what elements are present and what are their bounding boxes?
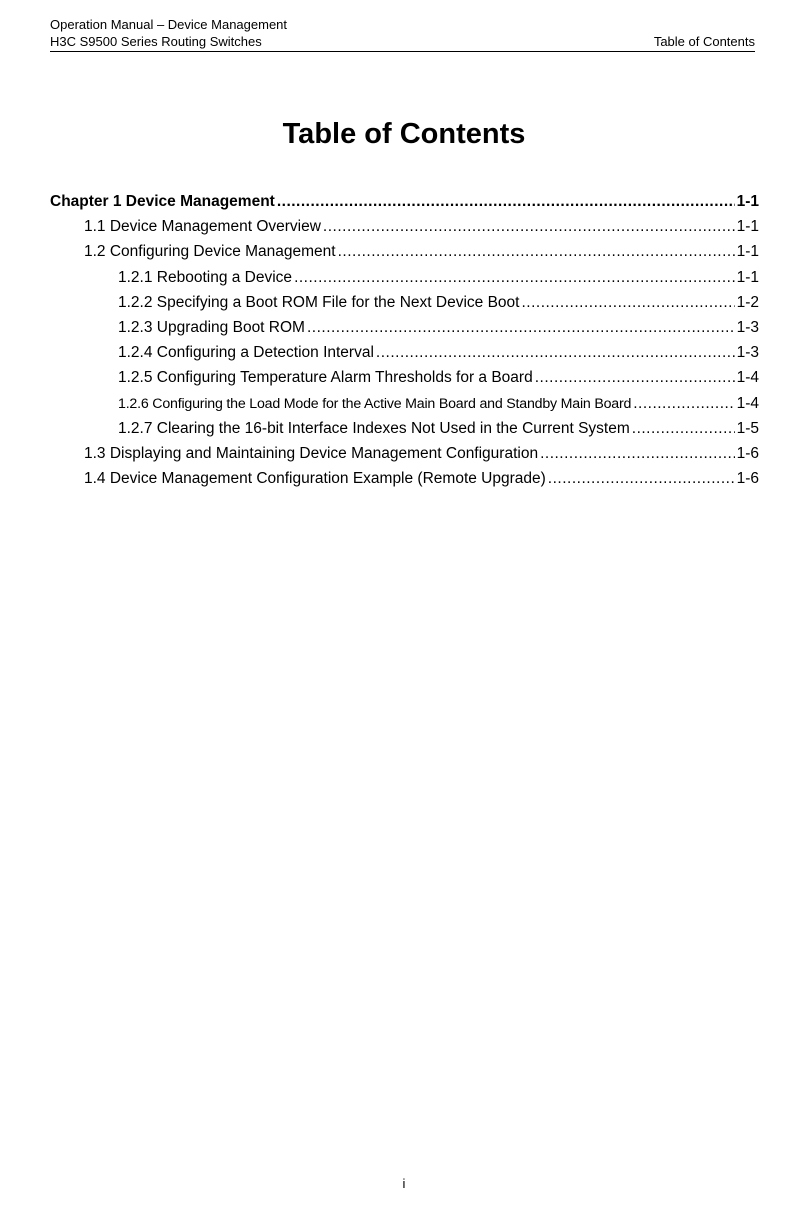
- toc-entry-text: 1.2.2 Specifying a Boot ROM File for the Next Device Boot: [118, 293, 520, 311]
- toc-dot-leader: [548, 466, 735, 491]
- toc-entry-text: 1.2.4 Configuring a Detection Interval: [118, 344, 374, 362]
- toc-entry-chapter-1[interactable]: [50, 189, 759, 214]
- header-section-name: Table of Contents: [653, 34, 755, 49]
- toc-entry-text: 1.2.3 Upgrading Boot ROM: [118, 318, 305, 336]
- toc-dot-leader: [521, 290, 734, 315]
- toc-entry-text: 1.2.7 Clearing the 16-bit Interface Indexes Not Used in the Current System: [118, 419, 630, 437]
- toc-entry-1-2-3[interactable]: [50, 315, 759, 340]
- toc-page-number: 1-3: [736, 344, 759, 362]
- toc-page-number: 1-1: [736, 193, 759, 210]
- page-title: Table of Contents: [282, 118, 526, 150]
- toc-page-number: 1-3: [736, 318, 759, 336]
- toc-dot-leader: [540, 441, 735, 466]
- toc-dot-leader: [376, 340, 735, 365]
- toc-page-number: 1-6: [736, 444, 759, 462]
- toc-dot-leader: [277, 189, 735, 214]
- toc-page-number: 1-1: [736, 268, 759, 286]
- toc-entry-text: 1.2.6 Configuring the Load Mode for the Active Main Board and Standby Main Board: [118, 395, 632, 412]
- toc-entry-1-2-6[interactable]: [50, 391, 759, 416]
- toc-page-number: 1-4: [736, 394, 759, 412]
- toc-entry-text: 1.2 Configuring Device Management: [84, 243, 336, 261]
- footer-page-number: i: [402, 1176, 406, 1191]
- toc-entry-1-4[interactable]: [50, 466, 759, 491]
- toc-entry-1-2-2[interactable]: [50, 290, 759, 315]
- toc-entry-text: 1.4 Device Management Configuration Example (Remote Upgrade): [84, 470, 546, 488]
- toc-entry-1-2-7[interactable]: [50, 416, 759, 441]
- page-header: [50, 17, 755, 52]
- toc-dot-leader: [633, 391, 734, 416]
- toc-dot-leader: [535, 365, 735, 390]
- table-of-contents: [50, 189, 759, 491]
- toc-entry-1-1[interactable]: [50, 214, 759, 239]
- toc-entry-text: 1.3 Displaying and Maintaining Device Management Configuration: [84, 444, 539, 462]
- toc-dot-leader: [632, 416, 735, 441]
- toc-entry-1-2-4[interactable]: [50, 340, 759, 365]
- header-product-name: H3C S9500 Series Routing Switches: [50, 34, 262, 49]
- toc-page-number: 1-6: [736, 470, 759, 488]
- toc-dot-leader: [338, 239, 735, 264]
- toc-page-number: 1-1: [736, 243, 759, 261]
- toc-page-number: 1-1: [736, 218, 759, 236]
- toc-entry-text: 1.1 Device Management Overview: [84, 218, 321, 236]
- toc-entry-text: 1.2.1 Rebooting a Device: [118, 268, 293, 286]
- toc-dot-leader: [323, 214, 735, 239]
- toc-entry-text: 1.2.5 Configuring Temperature Alarm Thresholds for a Board: [118, 369, 533, 387]
- toc-entry-text: Chapter 1 Device Management: [50, 193, 275, 210]
- header-manual-title: Operation Manual – Device Management: [50, 17, 288, 32]
- toc-page-number: 1-2: [736, 293, 759, 311]
- toc-entry-1-2[interactable]: [50, 239, 759, 264]
- toc-entry-1-2-5[interactable]: [50, 365, 759, 390]
- toc-page-number: 1-4: [736, 369, 759, 387]
- toc-page-number: 1-5: [736, 419, 759, 437]
- toc-dot-leader: [294, 265, 735, 290]
- toc-entry-1-2-1[interactable]: [50, 265, 759, 290]
- toc-entry-1-3[interactable]: [50, 441, 759, 466]
- toc-dot-leader: [307, 315, 735, 340]
